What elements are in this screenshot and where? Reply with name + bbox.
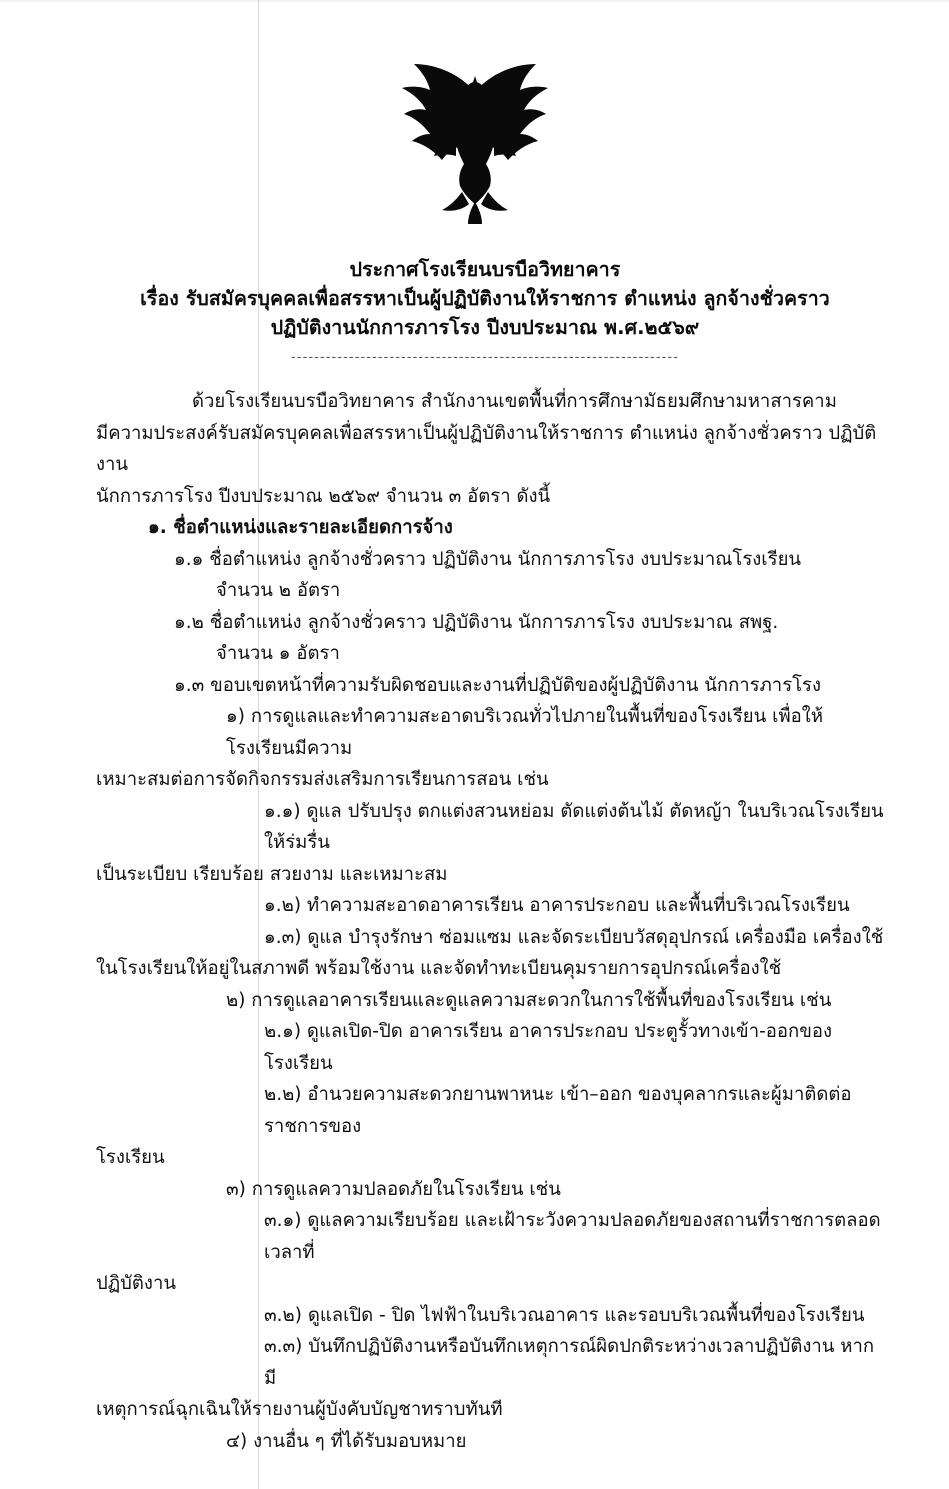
- list-item-duty-4: ๔) งานอื่น ๆ ที่ได้รับมอบหมาย: [226, 1430, 467, 1452]
- list-item-duty-1-cont: เหมาะสมต่อการจัดกิจกรรมส่งเสริมการเรียนการสอน เช่น: [96, 769, 549, 790]
- heading-line-1: ประกาศโรงเรียนบรบือวิทยาคาร: [349, 258, 621, 281]
- list-item-duty-3-2: ๓.๒) ดูแลเปิด - ปิด ไฟฟ้าในบริเวณอาคาร และรอบบริเวณพื้นที่ของโรงเรียน: [264, 1304, 865, 1326]
- list-item-1-1: ๑.๑ ชื่อตำแหน่ง ลูกจ้างชั่วคราว ปฏิบัติงาน นักการภารโรง งบประมาณโรงเรียน: [174, 548, 802, 570]
- list-item-duty-1: ๑) การดูแลและทำความสะอาดบริเวณทั่วไปภายในพื้นที่ของโรงเรียน เพื่อให้โรงเรียนมีความ: [226, 706, 824, 759]
- list-item-duty-1-3: ๑.๓) ดูแล บำรุงรักษา ซ่อมแซม และจัดระเบียบวัสดุอุปกรณ์ เครื่องมือ เครื่องใช้: [264, 926, 884, 948]
- document-heading: [90, 255, 880, 365]
- list-item-duty-3-1: ๓.๑) ดูแลความเรียบร้อย และเฝ้าระวังความปลอดภัยของสถานที่ราชการตลอดเวลาที่: [264, 1210, 881, 1263]
- list-item-duty-1-1: ๑.๑) ดูแล ปรับปรุง ตกแต่งสวนหย่อม ตัดแต่งต้นไม้ ตัดหญ้า ในบริเวณโรงเรียนให้ร่มรื่น: [264, 800, 884, 853]
- list-item-duty-3-1-cont: ปฏิบัติงาน: [96, 1273, 176, 1294]
- list-item-duty-1-1-cont: เป็นระเบียบ เรียบร้อย สวยงาม และเหมาะสม: [96, 863, 448, 885]
- heading-line-2: เรื่อง รับสมัครบุคคลเพื่อสรรหาเป็นผู้ปฏิบัติงานให้ราชการ ตำแหน่ง ลูกจ้างชั่วคราว: [140, 287, 830, 310]
- list-item-duty-2-1: ๒.๑) ดูแลเปิด-ปิด อาคารเรียน อาคารประกอบ ประตูรั้วทางเข้า-ออกของโรงเรียน: [264, 1021, 832, 1074]
- list-item-duty-3-3: ๓.๓) บันทึกปฏิบัติงานหรือบันทึกเหตุการณ์ผิดปกติระหว่างเวลาปฏิบัติงาน หากมี: [264, 1336, 875, 1389]
- list-item-duty-3: ๓) การดูแลความปลอดภัยในโรงเรียน เช่น: [226, 1178, 561, 1200]
- document-body: [96, 386, 886, 1457]
- paragraph-intro-2: มีความประสงค์รับสมัครบุคคลเพื่อสรรหาเป็นผู้ปฏิบัติงานให้ราชการ ตำแหน่ง ลูกจ้างชั่วคราว ปฏิบัติงาน: [96, 422, 877, 475]
- list-item-1-3: ๑.๓ ขอบเขตหน้าที่ความรับผิดชอบและงานที่ปฏิบัติของผู้ปฏิบัติงาน นักการภารโรง: [174, 674, 822, 696]
- paragraph-intro-3: นักการภารโรง ปีงบประมาณ ๒๕๖๙ จำนวน ๓ อัตรา ดังนี้: [96, 485, 551, 507]
- list-item-duty-1-3-cont: ในโรงเรียนให้อยู่ในสภาพดี พร้อมใช้งาน และจัดทำทะเบียนคุมรายการอุปกรณ์เครื่องใช้: [96, 958, 782, 979]
- heading-line-3: ปฏิบัติงานนักการภารโรง ปีงบประมาณ พ.ศ.๒๕๖๙: [270, 316, 700, 339]
- list-item-1-1-quantity: จำนวน ๒ อัตรา: [216, 580, 341, 601]
- heading-divider: -------------------------------------------------------------------: [291, 350, 679, 365]
- list-item-1-2-quantity: จำนวน ๑ อัตรา: [216, 643, 340, 664]
- list-item-duty-2-2-cont: โรงเรียน: [96, 1147, 165, 1168]
- list-item-1-2: ๑.๒ ชื่อตำแหน่ง ลูกจ้างชั่วคราว ปฏิบัติงาน นักการภารโรง งบประมาณ สพฐ.: [174, 611, 779, 633]
- list-item-duty-2-2: ๒.๒) อำนวยความสะดวกยานพาหนะ เข้า–ออก ของบุคลากรและผู้มาติดต่อราชการของ: [264, 1084, 852, 1137]
- garuda-emblem-icon: [390, 52, 560, 227]
- list-item-duty-3-3-cont: เหตุการณ์ฉุกเฉินให้รายงานผู้บังคับบัญชาทราบทันที: [96, 1399, 503, 1420]
- section-heading-1: ๑. ชื่อตำแหน่งและรายละเอียดการจ้าง: [148, 517, 453, 538]
- list-item-duty-2: ๒) การดูแลอาคารเรียนและดูแลความสะดวกในการใช้พื้นที่ของโรงเรียน เช่น: [226, 989, 832, 1011]
- paragraph-intro-1: ด้วยโรงเรียนบรบือวิทยาคาร สำนักงานเขตพื้นที่การศึกษามัธยมศึกษามหาสารคาม: [192, 391, 837, 412]
- emblem-container: [0, 52, 949, 231]
- list-item-duty-1-2: ๑.๒) ทำความสะอาดอาคารเรียน อาคารประกอบ และพื้นที่บริเวณโรงเรียน: [264, 895, 850, 916]
